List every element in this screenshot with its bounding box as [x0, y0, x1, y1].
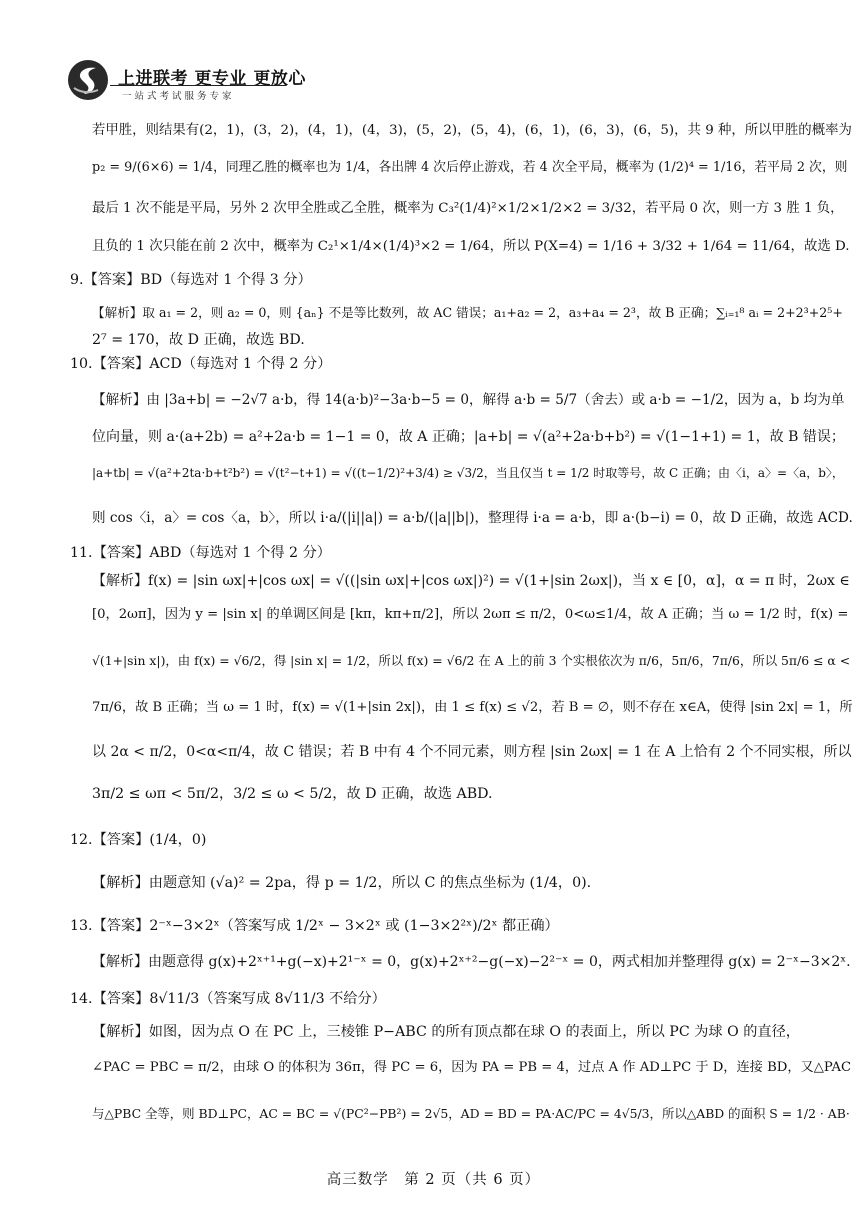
text-line: 2⁷ = 170，故 D 正确，故选 BD. — [92, 332, 305, 348]
logo-divider — [110, 85, 286, 86]
answer-heading-14: 14.【答案】8√11/3（答案写成 8√11/3 不给分） — [70, 991, 386, 1007]
text-line: 【解析】由题意得 g(x)+2ˣ⁺¹+g(−x)+2¹⁻ˣ = 0，g(x)+2ˣ⁺²−g(−x)−2²⁻ˣ = 0，两式相加并整理得 g(x) = 2⁻ˣ−3×2ˣ. — [92, 954, 851, 970]
text-line: |a+tb| = √(a²+2ta·b+t²b²) = √(t²−t+1) = √((t−1/2)²+3/4) ≥ √3/2，当且仅当 t = 1/2 时取等号，故 C 正确；由〈i，a〉=〈a，b〉， — [92, 466, 844, 480]
answer-heading-12: 12.【答案】(1/4，0) — [70, 832, 207, 848]
page-footer: 高三数学 第 2 页（共 6 页） — [326, 1172, 541, 1188]
text-line: ∠PAC = PBC = π/2，由球 O 的体积为 36π，得 PC = 6，因为 PA = PB = 4，过点 A 作 AD⊥PC 于 D，连接 BD，又△PAC — [92, 1060, 852, 1075]
logo-subtitle: 一站式考试服务专家 — [122, 91, 235, 102]
answer-heading-13: 13.【答案】2⁻ˣ−3×2ˣ（答案写成 1/2ˣ − 3×2ˣ 或 (1−3×2²ˣ)/2ˣ 都正确） — [70, 918, 559, 934]
answer-heading-10: 10.【答案】ACD（每选对 1 个得 2 分） — [70, 356, 332, 372]
text-line: 【解析】由题意知 (√a)² = 2pa，得 p = 1/2，所以 C 的焦点坐标为 (1/4，0). — [92, 875, 592, 891]
text-line: 则 cos〈i，a〉= cos〈a，b〉，所以 i·a/(|i||a|) = a·b/(|a||b|)，整理得 i·a = a·b，即 a·(b−i) = 0，故 D 正确，故选 ACD. — [92, 510, 853, 526]
text-line: 【解析】f(x) = |sin ωx|+|cos ωx| = √((|sin ωx|+|cos ωx|)²) = √(1+|sin 2ωx|)，当 x ∈ [0，α]，α = π 时，2ωx ∈ — [92, 573, 850, 589]
text-line: 【解析】取 a₁ = 2，则 a₂ = 0，则 {aₙ} 不是等比数列，故 AC 错误；a₁+a₂ = 2，a₃+a₄ = 2³，故 B 正确；∑ᵢ₌₁⁸ aᵢ = 2+2³+2⁵+ — [92, 305, 843, 320]
text-line: 最后 1 次不能是平局，另外 2 次甲全胜或乙全胜，概率为 C₃²(1/4)²×1/2×1/2×2 = 3/32，若平局 0 次，则一方 3 胜 1 负， — [92, 201, 844, 216]
text-line: 【解析】由 |3a+b| = −2√7 a·b，得 14(a·b)²−3a·b−5 = 0，解得 a·b = 5/7（舍去）或 a·b = −1/2，因为 a，b 均为单 — [92, 392, 845, 408]
text-line: 以 2α < π/2，0<α<π/4，故 C 错误；若 B 中有 4 个不同元素，则方程 |sin 2ωx| = 1 在 A 上恰有 2 个不同实根，所以 — [92, 744, 852, 760]
text-line: 【解析】如图，因为点 O 在 PC 上，三棱锥 P−ABC 的所有顶点都在球 O 的表面上，所以 PC 为球 O 的直径， — [92, 1024, 800, 1040]
answer-heading-11: 11.【答案】ABD（每选对 1 个得 2 分） — [70, 545, 331, 561]
text-line: p₂ = 9/(6×6) = 1/4，同理乙胜的概率也为 1/4，各出牌 4 次后停止游戏，若 4 次全平局，概率为 (1/2)⁴ = 1/16，若平局 2 次，则 — [92, 160, 848, 175]
text-line: 位向量，则 a·(a+2b) = a²+2a·b = 1−1 = 0，故 A 正确；|a+b| = √(a²+2a·b+b²) = √(1−1+1) = 1，故 B 错误； — [92, 429, 845, 445]
publisher-logo — [66, 58, 306, 108]
text-line: [0，2ωπ]，因为 y = |sin x| 的单调区间是 [kπ，kπ+π/2]，所以 2ωπ ≤ π/2，0<ω≤1/4，故 A 正确；当 ω = 1/2 时，f(x) = — [92, 607, 849, 622]
text-line: 且负的 1 次只能在前 2 次中，概率为 C₂¹×1/4×(1/4)³×2 = 1/64，所以 P(X=4) = 1/16 + 3/32 + 1/64 = 11/64，故选 D. — [92, 239, 850, 254]
text-line: 3π/2 ≤ ωπ < 5π/2，3/2 ≤ ω < 5/2，故 D 正确，故选 ABD. — [92, 786, 493, 802]
text-line: 与△PBC 全等，则 BD⊥PC，AC = BC = √(PC²−PB²) = 2√5，AD = BD = PA·AC/PC = 4√5/3，所以△ABD 的面积 S = 1/2 · AB· — [92, 1106, 850, 1121]
text-line: 7π/6，故 B 正确；当 ω = 1 时，f(x) = √(1+|sin 2x|)，由 1 ≤ f(x) ≤ √2，若 B = ∅，则不存在 x∈A，使得 |sin 2x| = 1，所 — [92, 700, 853, 715]
answer-heading-9: 9.【答案】BD（每选对 1 个得 3 分） — [70, 272, 312, 288]
text-line: 若甲胜，则结果有(2，1)，(3，2)，(4，1)，(4，3)，(5，2)，(5，4)，(6，1)，(6，3)，(6，5)，共 9 种，所以甲胜的概率为 — [92, 123, 852, 138]
text-line: √(1+|sin x|)，由 f(x) = √6/2，得 |sin x| = 1/2，所以 f(x) = √6/2 在 A 上的前 3 个实根依次为 π/6，5π/6，7π/6，所以 5π/6 ≤ α < — [92, 653, 851, 668]
logo-slogan: 上进联考 更专业 更放心 — [118, 69, 306, 89]
logo-emblem-icon — [66, 58, 110, 102]
